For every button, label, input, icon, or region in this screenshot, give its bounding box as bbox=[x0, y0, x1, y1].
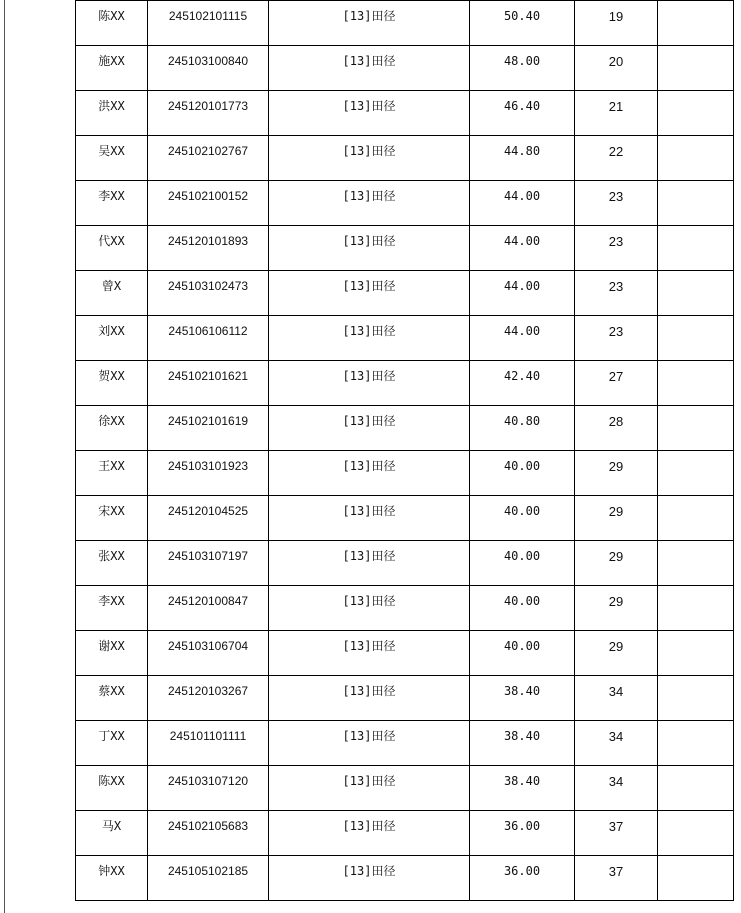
student-name-cell bbox=[76, 271, 148, 316]
rank-text: 37 bbox=[608, 864, 624, 879]
event-text: [13]田径 bbox=[342, 144, 396, 158]
student-name-text: 钟XX bbox=[98, 864, 125, 878]
note-cell bbox=[658, 631, 734, 676]
note-cell bbox=[658, 586, 734, 631]
event-text: [13]田径 bbox=[342, 639, 396, 653]
rank-cell bbox=[575, 46, 658, 91]
score-text: 44.00 bbox=[503, 324, 541, 338]
note-cell bbox=[658, 226, 734, 271]
candidate-number-cell bbox=[148, 91, 269, 136]
candidate-number-text: 245102100152 bbox=[167, 189, 249, 203]
rank-cell bbox=[575, 1, 658, 46]
student-name-cell bbox=[76, 766, 148, 811]
score-text: 46.40 bbox=[503, 99, 541, 113]
event-text: [13]田径 bbox=[342, 864, 396, 878]
event-cell bbox=[269, 856, 470, 901]
rank-cell bbox=[575, 316, 658, 361]
note-cell bbox=[658, 766, 734, 811]
student-name-text: 张XX bbox=[98, 549, 125, 563]
student-name-cell bbox=[76, 226, 148, 271]
candidate-number-cell bbox=[148, 136, 269, 181]
score-cell bbox=[470, 766, 575, 811]
score-cell bbox=[470, 181, 575, 226]
score-cell bbox=[470, 676, 575, 721]
score-cell bbox=[470, 631, 575, 676]
rank-cell bbox=[575, 766, 658, 811]
candidate-number-text: 245103107197 bbox=[167, 549, 249, 563]
student-name-cell bbox=[76, 451, 148, 496]
candidate-number-text: 245103107120 bbox=[167, 774, 249, 788]
candidate-number-text: 245102105683 bbox=[167, 819, 249, 833]
note-cell bbox=[658, 91, 734, 136]
rank-cell bbox=[575, 91, 658, 136]
student-name-text: 曾X bbox=[101, 279, 122, 293]
score-cell bbox=[470, 406, 575, 451]
event-text: [13]田径 bbox=[342, 549, 396, 563]
table-row bbox=[76, 811, 734, 856]
score-text: 40.00 bbox=[503, 639, 541, 653]
score-text: 40.00 bbox=[503, 459, 541, 473]
student-name-text: 李XX bbox=[98, 189, 125, 203]
candidate-number-text: 245105102185 bbox=[167, 864, 249, 878]
rank-cell bbox=[575, 541, 658, 586]
rank-cell bbox=[575, 721, 658, 766]
score-cell bbox=[470, 91, 575, 136]
event-cell bbox=[269, 586, 470, 631]
note-cell bbox=[658, 496, 734, 541]
candidate-number-cell bbox=[148, 316, 269, 361]
table-row bbox=[76, 766, 734, 811]
event-cell bbox=[269, 271, 470, 316]
score-cell bbox=[470, 451, 575, 496]
event-text: [13]田径 bbox=[342, 774, 396, 788]
score-text: 38.40 bbox=[503, 729, 541, 743]
score-cell bbox=[470, 361, 575, 406]
rank-text: 34 bbox=[608, 684, 624, 699]
student-name-text: 蔡XX bbox=[98, 684, 125, 698]
event-cell bbox=[269, 91, 470, 136]
event-cell bbox=[269, 496, 470, 541]
candidate-number-text: 245101101111 bbox=[169, 729, 247, 743]
rank-text: 21 bbox=[608, 99, 624, 114]
candidate-number-cell bbox=[148, 451, 269, 496]
student-name-text: 刘XX bbox=[98, 324, 125, 338]
candidate-number-cell bbox=[148, 541, 269, 586]
rank-text: 29 bbox=[608, 504, 624, 519]
candidate-number-cell bbox=[148, 496, 269, 541]
rank-cell bbox=[575, 676, 658, 721]
student-name-cell bbox=[76, 46, 148, 91]
event-text: [13]田径 bbox=[342, 504, 396, 518]
event-cell bbox=[269, 181, 470, 226]
event-text: [13]田径 bbox=[342, 9, 396, 23]
score-text: 44.00 bbox=[503, 234, 541, 248]
event-cell bbox=[269, 406, 470, 451]
table-row bbox=[76, 91, 734, 136]
score-cell bbox=[470, 856, 575, 901]
rank-text: 23 bbox=[608, 189, 624, 204]
rank-text: 29 bbox=[608, 549, 624, 564]
event-text: [13]田径 bbox=[342, 819, 396, 833]
event-cell bbox=[269, 361, 470, 406]
score-text: 38.40 bbox=[503, 774, 541, 788]
student-name-text: 马X bbox=[101, 819, 122, 833]
score-text: 50.40 bbox=[503, 9, 541, 23]
student-name-text: 陈XX bbox=[98, 9, 125, 23]
rank-cell bbox=[575, 406, 658, 451]
student-name-cell bbox=[76, 541, 148, 586]
candidate-number-text: 245102101621 bbox=[167, 369, 249, 383]
table-row bbox=[76, 631, 734, 676]
student-name-cell bbox=[76, 1, 148, 46]
table-row bbox=[76, 271, 734, 316]
student-name-text: 洪XX bbox=[98, 99, 125, 113]
candidate-number-text: 245103101923 bbox=[167, 459, 249, 473]
event-cell bbox=[269, 1, 470, 46]
table-row bbox=[76, 316, 734, 361]
rank-text: 29 bbox=[608, 639, 624, 654]
candidate-number-text: 245120100847 bbox=[167, 594, 249, 608]
candidate-number-cell bbox=[148, 721, 269, 766]
student-name-text: 徐XX bbox=[98, 414, 125, 428]
rank-text: 27 bbox=[608, 369, 624, 384]
page-edge-line bbox=[4, 0, 5, 913]
event-text: [13]田径 bbox=[342, 279, 396, 293]
note-cell bbox=[658, 406, 734, 451]
event-cell bbox=[269, 721, 470, 766]
candidate-number-text: 245102101619 bbox=[167, 414, 249, 428]
event-cell bbox=[269, 541, 470, 586]
table-row bbox=[76, 721, 734, 766]
candidate-number-text: 245103100840 bbox=[167, 54, 249, 68]
event-text: [13]田径 bbox=[342, 684, 396, 698]
score-text: 38.40 bbox=[503, 684, 541, 698]
event-text: [13]田径 bbox=[342, 369, 396, 383]
rank-cell bbox=[575, 586, 658, 631]
student-name-cell bbox=[76, 811, 148, 856]
event-text: [13]田径 bbox=[342, 189, 396, 203]
score-cell bbox=[470, 586, 575, 631]
student-name-cell bbox=[76, 721, 148, 766]
score-text: 44.00 bbox=[503, 189, 541, 203]
score-text: 48.00 bbox=[503, 54, 541, 68]
candidate-number-cell bbox=[148, 676, 269, 721]
rank-text: 29 bbox=[608, 459, 624, 474]
note-cell bbox=[658, 721, 734, 766]
candidate-number-cell bbox=[148, 226, 269, 271]
event-cell bbox=[269, 766, 470, 811]
score-text: 44.80 bbox=[503, 144, 541, 158]
student-name-cell bbox=[76, 91, 148, 136]
student-name-text: 李XX bbox=[98, 594, 125, 608]
candidate-number-cell bbox=[148, 46, 269, 91]
student-name-text: 施XX bbox=[98, 54, 125, 68]
rank-text: 34 bbox=[608, 729, 624, 744]
candidate-number-text: 245103106704 bbox=[167, 639, 249, 653]
note-cell bbox=[658, 361, 734, 406]
event-text: [13]田径 bbox=[342, 414, 396, 428]
rank-cell bbox=[575, 226, 658, 271]
student-name-text: 王XX bbox=[98, 459, 125, 473]
score-text: 40.80 bbox=[503, 414, 541, 428]
score-text: 36.00 bbox=[503, 864, 541, 878]
event-cell bbox=[269, 136, 470, 181]
score-cell bbox=[470, 271, 575, 316]
note-cell bbox=[658, 136, 734, 181]
candidate-number-cell bbox=[148, 361, 269, 406]
student-name-cell bbox=[76, 406, 148, 451]
candidate-number-text: 245102101115 bbox=[168, 9, 248, 23]
candidate-number-cell bbox=[148, 271, 269, 316]
table-row bbox=[76, 1, 734, 46]
student-name-text: 宋XX bbox=[98, 504, 125, 518]
candidate-number-cell bbox=[148, 181, 269, 226]
candidate-number-cell bbox=[148, 406, 269, 451]
rank-cell bbox=[575, 361, 658, 406]
student-name-text: 陈XX bbox=[98, 774, 125, 788]
table-row bbox=[76, 676, 734, 721]
candidate-number-text: 245106106112 bbox=[168, 324, 248, 338]
note-cell bbox=[658, 46, 734, 91]
results-table-body bbox=[76, 1, 734, 901]
student-name-text: 丁XX bbox=[98, 729, 125, 743]
note-cell bbox=[658, 1, 734, 46]
note-cell bbox=[658, 676, 734, 721]
score-cell bbox=[470, 136, 575, 181]
score-text: 40.00 bbox=[503, 594, 541, 608]
candidate-number-cell bbox=[148, 766, 269, 811]
rank-text: 37 bbox=[608, 819, 624, 834]
score-text: 40.00 bbox=[503, 549, 541, 563]
student-name-cell bbox=[76, 316, 148, 361]
score-text: 42.40 bbox=[503, 369, 541, 383]
event-text: [13]田径 bbox=[342, 324, 396, 338]
rank-cell bbox=[575, 451, 658, 496]
event-text: [13]田径 bbox=[342, 54, 396, 68]
rank-text: 19 bbox=[608, 9, 624, 24]
rank-cell bbox=[575, 811, 658, 856]
candidate-number-text: 245120101773 bbox=[167, 99, 249, 113]
score-text: 44.00 bbox=[503, 279, 541, 293]
student-name-cell bbox=[76, 361, 148, 406]
score-cell bbox=[470, 811, 575, 856]
table-row bbox=[76, 361, 734, 406]
rank-cell bbox=[575, 631, 658, 676]
score-text: 36.00 bbox=[503, 819, 541, 833]
event-text: [13]田径 bbox=[342, 234, 396, 248]
student-name-cell bbox=[76, 181, 148, 226]
score-cell bbox=[470, 46, 575, 91]
candidate-number-cell bbox=[148, 811, 269, 856]
note-cell bbox=[658, 811, 734, 856]
student-name-cell bbox=[76, 676, 148, 721]
student-name-text: 贺XX bbox=[98, 369, 125, 383]
candidate-number-text: 245120104525 bbox=[167, 504, 249, 518]
table-row bbox=[76, 496, 734, 541]
note-cell bbox=[658, 316, 734, 361]
rank-cell bbox=[575, 496, 658, 541]
student-name-text: 吴XX bbox=[98, 144, 125, 158]
student-name-text: 谢XX bbox=[98, 639, 125, 653]
rank-text: 28 bbox=[608, 414, 624, 429]
score-text: 40.00 bbox=[503, 504, 541, 518]
score-cell bbox=[470, 496, 575, 541]
candidate-number-text: 245120101893 bbox=[167, 234, 249, 248]
rank-cell bbox=[575, 136, 658, 181]
score-cell bbox=[470, 1, 575, 46]
event-cell bbox=[269, 631, 470, 676]
note-cell bbox=[658, 451, 734, 496]
student-name-cell bbox=[76, 856, 148, 901]
score-cell bbox=[470, 226, 575, 271]
candidate-number-text: 245102102767 bbox=[167, 144, 249, 158]
event-cell bbox=[269, 811, 470, 856]
table-row bbox=[76, 181, 734, 226]
table-row bbox=[76, 451, 734, 496]
rank-cell bbox=[575, 271, 658, 316]
event-cell bbox=[269, 316, 470, 361]
event-text: [13]田径 bbox=[342, 594, 396, 608]
score-cell bbox=[470, 721, 575, 766]
event-cell bbox=[269, 226, 470, 271]
rank-text: 29 bbox=[608, 594, 624, 609]
results-table bbox=[75, 0, 734, 901]
note-cell bbox=[658, 181, 734, 226]
candidate-number-cell bbox=[148, 586, 269, 631]
rank-text: 20 bbox=[608, 54, 624, 69]
rank-cell bbox=[575, 181, 658, 226]
student-name-cell bbox=[76, 586, 148, 631]
rank-cell bbox=[575, 856, 658, 901]
event-cell bbox=[269, 676, 470, 721]
candidate-number-text: 245103102473 bbox=[167, 279, 249, 293]
table-row bbox=[76, 46, 734, 91]
student-name-cell bbox=[76, 136, 148, 181]
table-row bbox=[76, 406, 734, 451]
event-cell bbox=[269, 451, 470, 496]
event-text: [13]田径 bbox=[342, 729, 396, 743]
event-text: [13]田径 bbox=[342, 99, 396, 113]
event-cell bbox=[269, 46, 470, 91]
rank-text: 22 bbox=[608, 144, 624, 159]
note-cell bbox=[658, 856, 734, 901]
score-cell bbox=[470, 316, 575, 361]
score-cell bbox=[470, 541, 575, 586]
student-name-text: 代XX bbox=[98, 234, 125, 248]
table-row bbox=[76, 856, 734, 901]
table-row bbox=[76, 586, 734, 631]
event-text: [13]田径 bbox=[342, 459, 396, 473]
student-name-cell bbox=[76, 496, 148, 541]
table-row bbox=[76, 136, 734, 181]
candidate-number-text: 245120103267 bbox=[167, 684, 249, 698]
candidate-number-cell bbox=[148, 1, 269, 46]
rank-text: 34 bbox=[608, 774, 624, 789]
note-cell bbox=[658, 541, 734, 586]
table-row bbox=[76, 226, 734, 271]
note-cell bbox=[658, 271, 734, 316]
candidate-number-cell bbox=[148, 631, 269, 676]
rank-text: 23 bbox=[608, 234, 624, 249]
rank-text: 23 bbox=[608, 279, 624, 294]
table-row bbox=[76, 541, 734, 586]
candidate-number-cell bbox=[148, 856, 269, 901]
rank-text: 23 bbox=[608, 324, 624, 339]
student-name-cell bbox=[76, 631, 148, 676]
